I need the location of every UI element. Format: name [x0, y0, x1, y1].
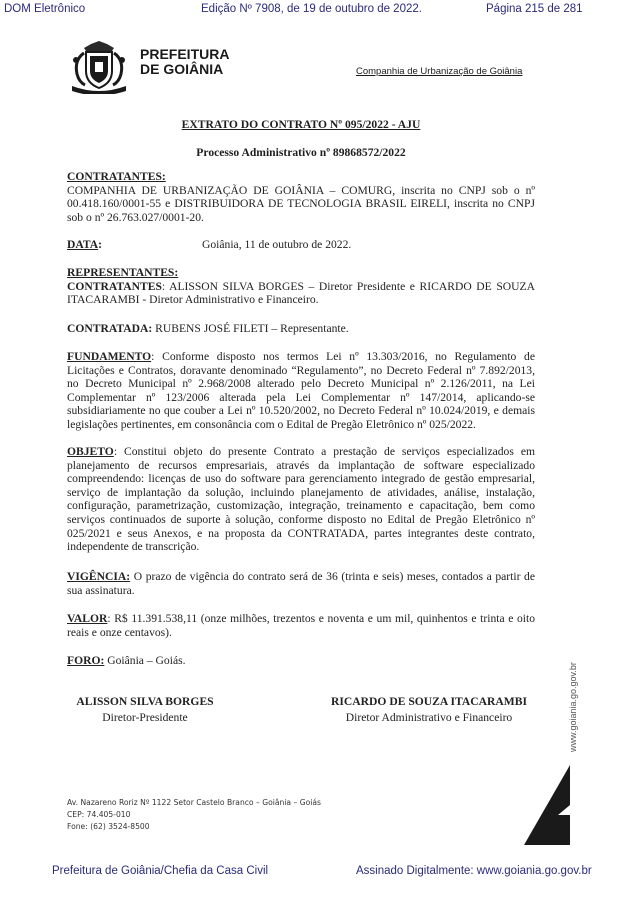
- valor-label: VALOR: [67, 612, 108, 625]
- data-colon: :: [98, 238, 103, 251]
- representantes-section: [67, 266, 535, 307]
- side-website-url: www.goiania.go.gov.br: [568, 662, 578, 752]
- foro-label: FORO:: [67, 654, 105, 667]
- footer-right: Assinado Digitalmente: www.goiania.go.gov.br: [356, 865, 592, 877]
- city-coat-of-arms-logo: [64, 38, 134, 94]
- fundamento-text: : Conforme disposto nos termos Lei nº 13.303/2016, no Regulamento de Licitações e Contratos, doravante denominado “Regulamento”, no Decreto Federal nº 7.892/2013, no Decreto Municipal nº 2.968/2008 alterado pelo Decreto Municipal nº 2.126/2011, na Lei Complementar nº 123/2006 alterada pela Lei Complementar nº 147/2014, aplicando-se subsidiariamente no que couber a Lei nº 10.520/2002, no Decreto Federal nº 10.024/2019, e demais legislações pertinentes, em consonância com o Edital de Pregão Eletrônico nº 025/2022.: [67, 350, 535, 431]
- contratada-section: [67, 322, 535, 336]
- data-value: Goiânia, 11 de outubro de 2022.: [202, 238, 352, 251]
- contratantes-rep-label: CONTRATANTES: [67, 279, 162, 293]
- address-line-3: Fone: (62) 3524-8500: [67, 822, 150, 831]
- brand-wordmark: [140, 47, 229, 77]
- signature-left-name: ALISSON SILVA BORGES: [76, 695, 214, 708]
- objeto-section: [67, 445, 535, 554]
- representantes-label: REPRESENTANTES:: [67, 266, 179, 279]
- contratantes-rep-text: : ALISSON SILVA BORGES – Diretor Presidente e RICARDO DE SOUZA ITACARAMBI - Diretor Administrativo e Financeiro.: [67, 279, 535, 307]
- edition-label: Edição Nº 7908, de 19 de outubro de 2022.: [201, 3, 422, 15]
- objeto-text: : Constitui objeto do presente Contrato a prestação de serviços especializados em planejamento de recursos empresariais, através da implantação de software especializado compreendendo: licenças de uso do software para gerenciamento integrado de gestão empresarial, serviço de implantação da solução, incluindo planejamento de atividades, análise, instalação, configuração, parametrização, customização, integração, treinamento e capacitação, bem como serviços continuados de suporte à solução, conforme disposto no Edital de Pregão Eletrônico nº 025/2021 e seus Anexos, e na proposta da CONTRATADA, partes integrantes deste contrato, independente de transcrição.: [67, 445, 535, 554]
- brand-line-2: DE GOIÂNIA: [140, 61, 224, 77]
- data-label: DATA: [67, 238, 99, 251]
- signature-left: [60, 694, 230, 726]
- valor-text: : R$ 11.391.538,11 (onze milhões, trezentos e noventa e um mil, quinhentos e trinta e oito reais e onze centavos).: [67, 612, 535, 639]
- signature-right-name: RICARDO DE SOUZA ITACARAMBI: [331, 695, 527, 708]
- vigencia-text: O prazo de vigência do contrato será de 36 (trinta e seis) meses, contados a partir de sua assinatura.: [67, 570, 535, 597]
- brand-line-1: PREFEITURA: [140, 46, 230, 62]
- signature-left-role: Diretor-Presidente: [102, 711, 188, 724]
- data-section: [67, 238, 535, 252]
- fundamento-label: FUNDAMENTO: [67, 350, 152, 363]
- address-block: [67, 797, 321, 833]
- company-name: Companhia de Urbanização de Goiânia: [356, 66, 523, 77]
- address-line-1: Av. Nazareno Roriz Nº 1122 Setor Castelo Branco – Goiânia – Goiás: [67, 798, 321, 807]
- fundamento-section: [67, 350, 535, 432]
- objeto-label: OBJETO: [67, 445, 114, 458]
- contratantes-section: [67, 170, 535, 224]
- dom-label: DOM Eletrônico: [4, 3, 86, 15]
- document-title: EXTRATO DO CONTRATO Nº 095/2022 - AJU: [181, 118, 421, 131]
- foro-section: [67, 654, 535, 668]
- corner-decoration: [524, 765, 570, 845]
- contratada-text: RUBENS JOSÉ FILETI – Representante.: [152, 322, 349, 335]
- signature-right-role: Diretor Administrativo e Financeiro: [345, 711, 513, 724]
- page-number: Página 215 de 281: [486, 3, 583, 15]
- process-number: Processo Administrativo nº 89868572/2022: [196, 146, 406, 159]
- signature-right: [318, 694, 540, 726]
- foro-text: Goiânia – Goiás.: [104, 654, 186, 667]
- contratantes-label: CONTRATANTES:: [67, 170, 166, 183]
- contratada-label: CONTRATADA:: [67, 322, 153, 335]
- valor-section: [67, 612, 535, 639]
- address-line-2: CEP: 74.405-010: [67, 810, 131, 819]
- footer-left: Prefeitura de Goiânia/Chefia da Casa Civil: [52, 865, 269, 877]
- vigencia-section: [67, 570, 535, 597]
- contratantes-text: COMPANHIA DE URBANIZAÇÃO DE GOIÂNIA – COMURG, inscrita no CNPJ sob o nº 00.418.160/0001-55 e DISTRIBUIDORA DE TECNOLOGIA BRASIL EIRELI, inscrita no CNPJ sob o nº 26.763.027/0001-20.: [67, 183, 535, 224]
- vigencia-label: VIGÊNCIA:: [67, 570, 131, 583]
